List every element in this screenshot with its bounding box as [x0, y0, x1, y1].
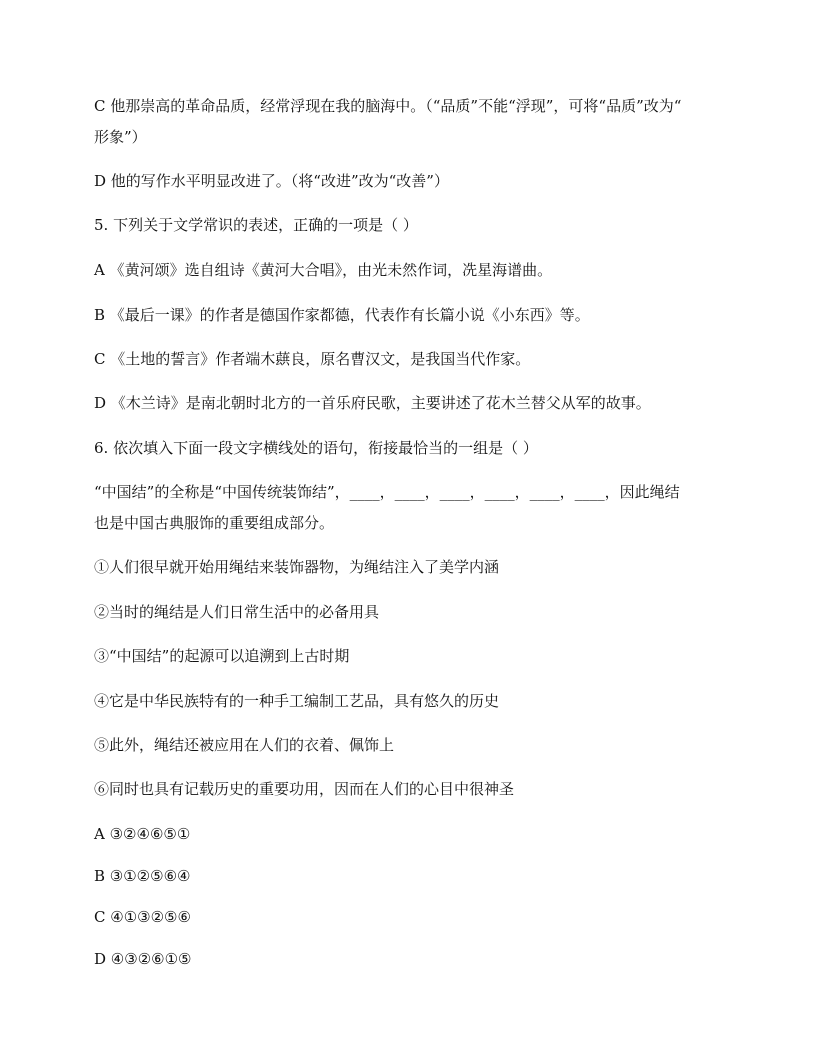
option-c-q4-line2: 形象”） [94, 128, 147, 146]
question-5: 5. 下列关于文学常识的表述，正确的一项是（ ） [94, 216, 418, 234]
sentence-1: ①人们很早就开始用绳结来装饰器物，为绳结注入了美学内涵 [94, 558, 500, 576]
option-d-q6: D ④③②⑥①⑤ [94, 950, 192, 968]
option-c-q6: C ④①③②⑤⑥ [94, 908, 191, 926]
sentence-6: ⑥同时也具有记载历史的重要功用，因而在人们的心目中很神圣 [94, 780, 515, 798]
option-a-q5: A 《黄河颂》选自组诗《黄河大合唱》，由光未然作词，冼星海谱曲。 [94, 261, 553, 279]
sentence-3: ③“中国结”的起源可以追溯到上古时期 [94, 647, 350, 665]
option-c-q4-line1: C 他那崇高的革命品质，经常浮现在我的脑海中。（“品质”不能“浮现”，可将“品质”改为“ [94, 97, 682, 115]
question-6: 6. 依次填入下面一段文字横线处的语句，衔接最恰当的一组是（ ） [94, 439, 538, 457]
passage-q6-line2: 也是中国古典服饰的重要组成部分。 [94, 514, 335, 532]
option-b-q6: B ③①②⑤⑥④ [94, 867, 191, 885]
option-a-q6: A ③②④⑥⑤① [94, 825, 191, 843]
option-d-q4: D 他的写作水平明显改进了。（将“改进”改为“改善”） [94, 172, 449, 190]
option-d-q5: D 《木兰诗》是南北朝时北方的一首乐府民歌，主要讲述了花木兰替父从军的故事。 [94, 394, 651, 412]
option-c-q5: C 《土地的誓言》作者端木蕻良，原名曹汉文，是我国当代作家。 [94, 350, 531, 368]
sentence-2: ②当时的绳结是人们日常生活中的必备用具 [94, 603, 380, 621]
option-b-q5: B 《最后一课》的作者是德国作家都德，代表作有长篇小说《小东西》等。 [94, 306, 590, 324]
sentence-5: ⑤此外，绳结还被应用在人们的衣着、佩饰上 [94, 736, 395, 754]
sentence-4: ④它是中华民族特有的一种手工编制工艺品，具有悠久的历史 [94, 692, 500, 710]
passage-q6-line1: “中国结”的全称是“中国传统装饰结”，____，____，____，____，____，____，因此绳结 [94, 483, 680, 501]
